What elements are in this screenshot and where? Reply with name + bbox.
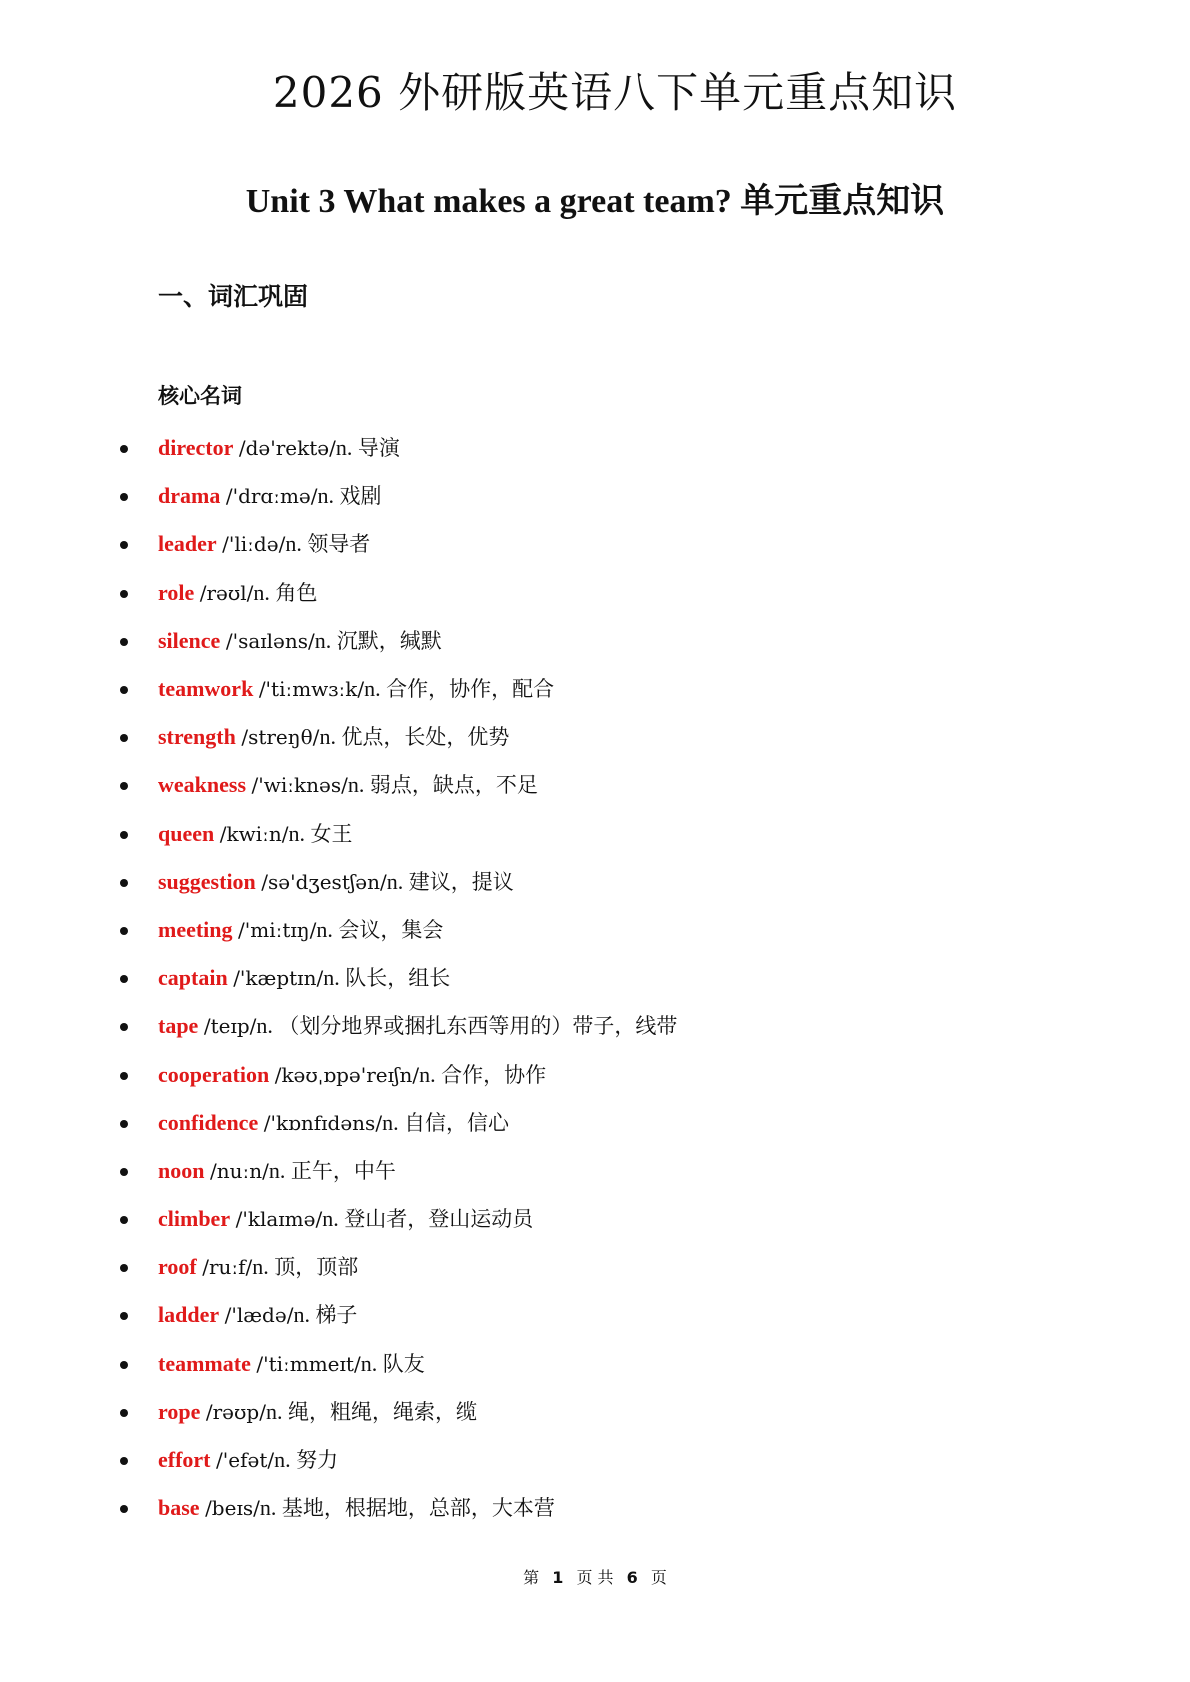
vocab-part-of-speech: n. [256, 1013, 273, 1039]
vocab-meaning: 优点，长处，优势 [341, 725, 510, 750]
vocab-phonetic: /'efət/ [216, 1448, 275, 1473]
page-footer [0, 1565, 1190, 1588]
vocab-entry [158, 962, 450, 992]
vocab-meaning: 女王 [310, 821, 353, 846]
vocab-entry [158, 1348, 425, 1378]
vocab-entry [158, 1059, 546, 1089]
vocab-entry [158, 480, 382, 510]
vocab-meaning: 合作，协作，配合 [386, 677, 555, 702]
vocab-meaning: 基地，根据地，总部，大本营 [281, 1496, 555, 1521]
vocab-word: captain [158, 965, 228, 991]
vocab-entry [158, 1396, 477, 1426]
vocab-part-of-speech: n. [319, 724, 336, 750]
vocab-part-of-speech: n. [314, 627, 332, 653]
vocab-part-of-speech: n. [253, 579, 270, 605]
vocab-word: leader [158, 531, 217, 557]
vocab-phonetic: /'kɒnfɪdəns/ [263, 1110, 383, 1135]
bullet-icon [120, 1312, 128, 1320]
vocab-meaning: 正午，中午 [290, 1158, 396, 1183]
vocab-entry [158, 1107, 509, 1137]
vocab-word: effort [158, 1447, 211, 1473]
vocab-word: ladder [158, 1302, 220, 1328]
vocab-meaning: 自信，信心 [404, 1110, 510, 1135]
bullet-icon [120, 445, 128, 453]
vocab-part-of-speech: n. [274, 1447, 291, 1473]
vocab-phonetic: /streŋθ/ [241, 725, 320, 750]
vocab-meaning: 角色 [275, 580, 318, 605]
bullet-icon [120, 1072, 128, 1080]
vocab-entry [158, 1203, 533, 1233]
vocab-part-of-speech: n. [285, 531, 302, 557]
vocab-meaning: 努力 [296, 1448, 339, 1473]
vocab-entry [158, 673, 554, 703]
vocab-phonetic: /'klaɪmə/ [235, 1207, 323, 1232]
vocab-word: silence [158, 627, 221, 653]
vocab-phonetic: /'saɪləns/ [225, 628, 315, 653]
bullet-icon [120, 782, 128, 790]
vocab-part-of-speech: n. [347, 772, 365, 798]
bullet-icon [120, 1505, 128, 1513]
vocab-part-of-speech: n. [252, 1254, 269, 1280]
vocab-phonetic: /'kæptɪn/ [233, 966, 324, 991]
bullet-icon [120, 493, 128, 501]
vocab-word: suggestion [158, 868, 256, 894]
vocab-entry [158, 1492, 555, 1522]
vocab-word: cooperation [158, 1061, 270, 1087]
vocab-phonetic: /də'rektə/ [238, 436, 336, 461]
vocab-meaning: 领导者 [307, 532, 371, 557]
vocab-meaning: 会议，集会 [338, 917, 444, 942]
bullet-icon [120, 686, 128, 694]
vocab-word: tape [158, 1013, 199, 1039]
vocab-entry [158, 721, 509, 751]
vocab-part-of-speech: n. [335, 435, 353, 461]
vocab-meaning: 合作，协作 [441, 1062, 547, 1087]
vocab-part-of-speech: n. [259, 1495, 277, 1521]
vocab-phonetic: /'liːdə/ [222, 532, 286, 557]
section-heading: 一、词汇巩固 [158, 282, 309, 311]
vocab-entry [158, 528, 370, 558]
vocab-meaning: 梯子 [315, 1303, 358, 1328]
sub-heading: 核心名词 [158, 384, 242, 408]
vocab-word: rope [158, 1398, 201, 1424]
bullet-icon [120, 1023, 128, 1031]
vocab-part-of-speech: n. [317, 483, 335, 509]
vocab-phonetic: /'miːtɪŋ/ [238, 917, 317, 942]
bullet-icon [120, 1457, 128, 1465]
bullet-icon [120, 1168, 128, 1176]
vocab-phonetic: /sə'dʒestʃən/ [261, 869, 387, 894]
vocab-word: climber [158, 1206, 231, 1232]
vocab-entry [158, 818, 352, 848]
vocab-part-of-speech: n. [382, 1109, 399, 1135]
document-title: 2026 外研版英语八下单元重点知识 [272, 68, 958, 117]
vocab-word: noon [158, 1157, 205, 1183]
vocab-word: drama [158, 483, 221, 509]
vocab-part-of-speech: n. [268, 1157, 286, 1183]
bullet-icon [120, 541, 128, 549]
bullet-icon [120, 1216, 128, 1224]
vocab-phonetic: /'lædə/ [224, 1303, 294, 1328]
vocab-word: strength [158, 724, 236, 750]
vocab-part-of-speech: n. [265, 1398, 283, 1424]
vocab-part-of-speech: n. [364, 676, 381, 702]
vocab-phonetic: /rəʊp/ [205, 1399, 266, 1424]
bullet-icon [120, 927, 128, 935]
vocab-meaning: 队友 [382, 1351, 425, 1376]
vocab-phonetic: /'tiːmmeɪt/ [256, 1351, 361, 1376]
vocab-phonetic: /ruːf/ [202, 1255, 253, 1280]
vocab-meaning: 弱点，缺点，不足 [369, 773, 538, 798]
vocab-phonetic: /beɪs/ [205, 1496, 260, 1521]
bullet-icon [120, 1361, 128, 1369]
vocab-word: teammate [158, 1350, 251, 1376]
vocab-phonetic: /rəʊl/ [199, 580, 254, 605]
vocab-word: queen [158, 820, 215, 846]
vocab-entry [158, 1155, 396, 1185]
unit-title: Unit 3 What makes a great team? 单元重点知识 [245, 183, 945, 220]
vocab-word: roof [158, 1254, 197, 1280]
vocab-meaning: （划分地界或捆扎东西等用的）带子，线带 [278, 1014, 678, 1039]
bullet-icon [120, 975, 128, 983]
vocab-part-of-speech: n. [323, 965, 340, 991]
vocab-meaning: 戏剧 [339, 484, 382, 509]
vocab-word: weakness [158, 772, 247, 798]
bullet-icon [120, 590, 128, 598]
vocab-phonetic: /kəʊˌɒpə'reɪʃn/ [274, 1062, 420, 1087]
vocab-entry [158, 1010, 677, 1040]
vocab-phonetic: /teɪp/ [203, 1014, 257, 1039]
vocab-entry [158, 1299, 357, 1329]
footer-suffix: 页 [650, 1568, 667, 1587]
vocab-meaning: 绳，粗绳，绳索，缆 [287, 1399, 477, 1424]
vocab-entry [158, 866, 514, 896]
vocab-entry [158, 914, 443, 944]
bullet-icon [120, 638, 128, 646]
vocab-entry [158, 577, 317, 607]
bullet-icon [120, 1409, 128, 1417]
vocab-phonetic: /kwiːn/ [219, 821, 289, 846]
bullet-icon [120, 879, 128, 887]
vocab-word: director [158, 435, 234, 461]
vocab-part-of-speech: n. [386, 868, 404, 894]
footer-prefix: 第 [523, 1568, 540, 1587]
bullet-icon [120, 831, 128, 839]
vocab-meaning: 队长，组长 [345, 966, 451, 991]
vocab-entry [158, 1251, 358, 1281]
vocab-part-of-speech: n. [360, 1350, 378, 1376]
vocab-entry [158, 769, 538, 799]
vocab-word: base [158, 1495, 200, 1521]
vocab-meaning: 沉默，缄默 [336, 628, 442, 653]
vocab-entry [158, 625, 442, 655]
vocab-meaning: 建议，提议 [408, 869, 514, 894]
footer-total-pages: 6 [626, 1568, 638, 1587]
footer-page-number: 1 [552, 1568, 564, 1587]
bullet-icon [120, 1120, 128, 1128]
footer-middle: 页 共 [576, 1568, 614, 1587]
vocab-word: confidence [158, 1109, 259, 1135]
vocab-part-of-speech: n. [293, 1302, 310, 1328]
vocab-part-of-speech: n. [419, 1061, 436, 1087]
vocab-part-of-speech: n. [316, 916, 333, 942]
bullet-icon [120, 734, 128, 742]
vocab-part-of-speech: n. [322, 1206, 339, 1232]
vocab-phonetic: /'drɑːmə/ [225, 484, 318, 509]
vocab-word: role [158, 579, 195, 605]
vocab-meaning: 顶，顶部 [274, 1255, 359, 1280]
vocab-word: teamwork [158, 676, 254, 702]
bullet-icon [120, 1264, 128, 1272]
vocab-phonetic: /'wiːknəs/ [251, 773, 348, 798]
vocab-meaning: 导演 [357, 436, 400, 461]
vocab-word: meeting [158, 916, 233, 942]
vocab-phonetic: /'tiːmwɜːk/ [258, 677, 365, 702]
vocab-meaning: 登山者，登山运动员 [344, 1207, 534, 1232]
vocab-entry [158, 1444, 338, 1474]
vocab-phonetic: /nuːn/ [209, 1158, 269, 1183]
vocab-entry [158, 432, 400, 462]
vocab-part-of-speech: n. [288, 820, 305, 846]
